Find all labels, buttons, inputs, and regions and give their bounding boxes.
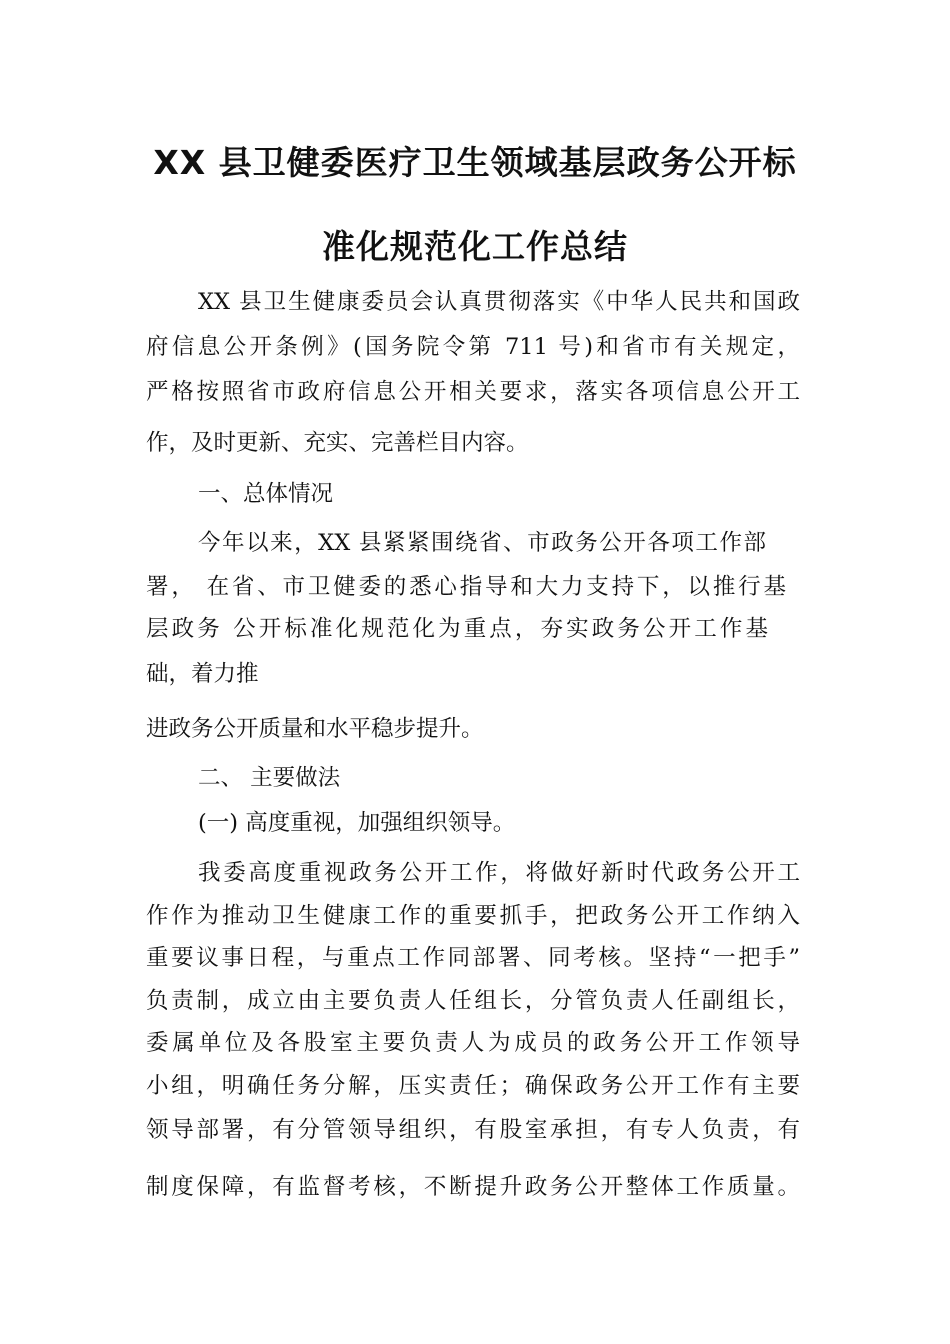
paragraph-line: 作，及时更新、充实、完善栏目内容。: [146, 430, 529, 456]
paragraph-line: 委属单位及各股室主要负责人为成员的政务公开工作领导: [146, 1030, 800, 1056]
paragraph-line: 层政务 公开标准化规范化为重点，夯实政务公开工作基: [146, 616, 768, 642]
paragraph-line: 制度保障，有监督考核，不断提升政务公开整体工作质量。: [146, 1174, 800, 1200]
paragraph-line: 今年以来，XX 县紧紧围绕省、市政务公开各项工作部: [198, 530, 766, 556]
document-title-line-1: XX 县卫健委医疗卫生领域基层政务公开标: [153, 143, 797, 182]
paragraph-line: 我委高度重视政务公开工作，将做好新时代政务公开工: [198, 860, 800, 886]
section-heading: 二、 主要做法: [198, 765, 341, 791]
paragraph-line: 础，着力推: [146, 661, 259, 687]
paragraph-line: 领导部署，有分管领导组织，有股室承担，有专人负责，有: [146, 1117, 800, 1143]
document-title-line-2: 准化规范化工作总结: [322, 227, 628, 266]
section-heading: 一、总体情况: [198, 481, 334, 507]
paragraph-line: 府信息公开条例》(国务院令第 711 号)和省市有关规定，: [146, 334, 800, 360]
paragraph-line: 重要议事日程，与重点工作同部署、同考核。坚持“一把手”: [146, 945, 800, 971]
paragraph-line: XX 县卫生健康委员会认真贯彻落实《中华人民共和国政: [198, 289, 800, 315]
paragraph-line: 负责制，成立由主要负责人任组长，分管负责人任副组长，: [146, 988, 800, 1014]
paragraph-line: 小组，明确任务分解，压实责任；确保政务公开工作有主要: [146, 1073, 800, 1099]
paragraph-line: 署， 在省、市卫健委的悉心指导和大力支持下，以推行基: [146, 574, 786, 600]
paragraph-line: 作作为推动卫生健康工作的重要抓手，把政务公开工作纳入: [146, 903, 800, 929]
paragraph-line: 严格按照省市政府信息公开相关要求，落实各项信息公开工: [146, 379, 800, 405]
subsection-heading: (一) 高度重视，加强组织领导。: [198, 810, 516, 836]
paragraph-line: 进政务公开质量和水平稳步提升。: [146, 716, 484, 742]
